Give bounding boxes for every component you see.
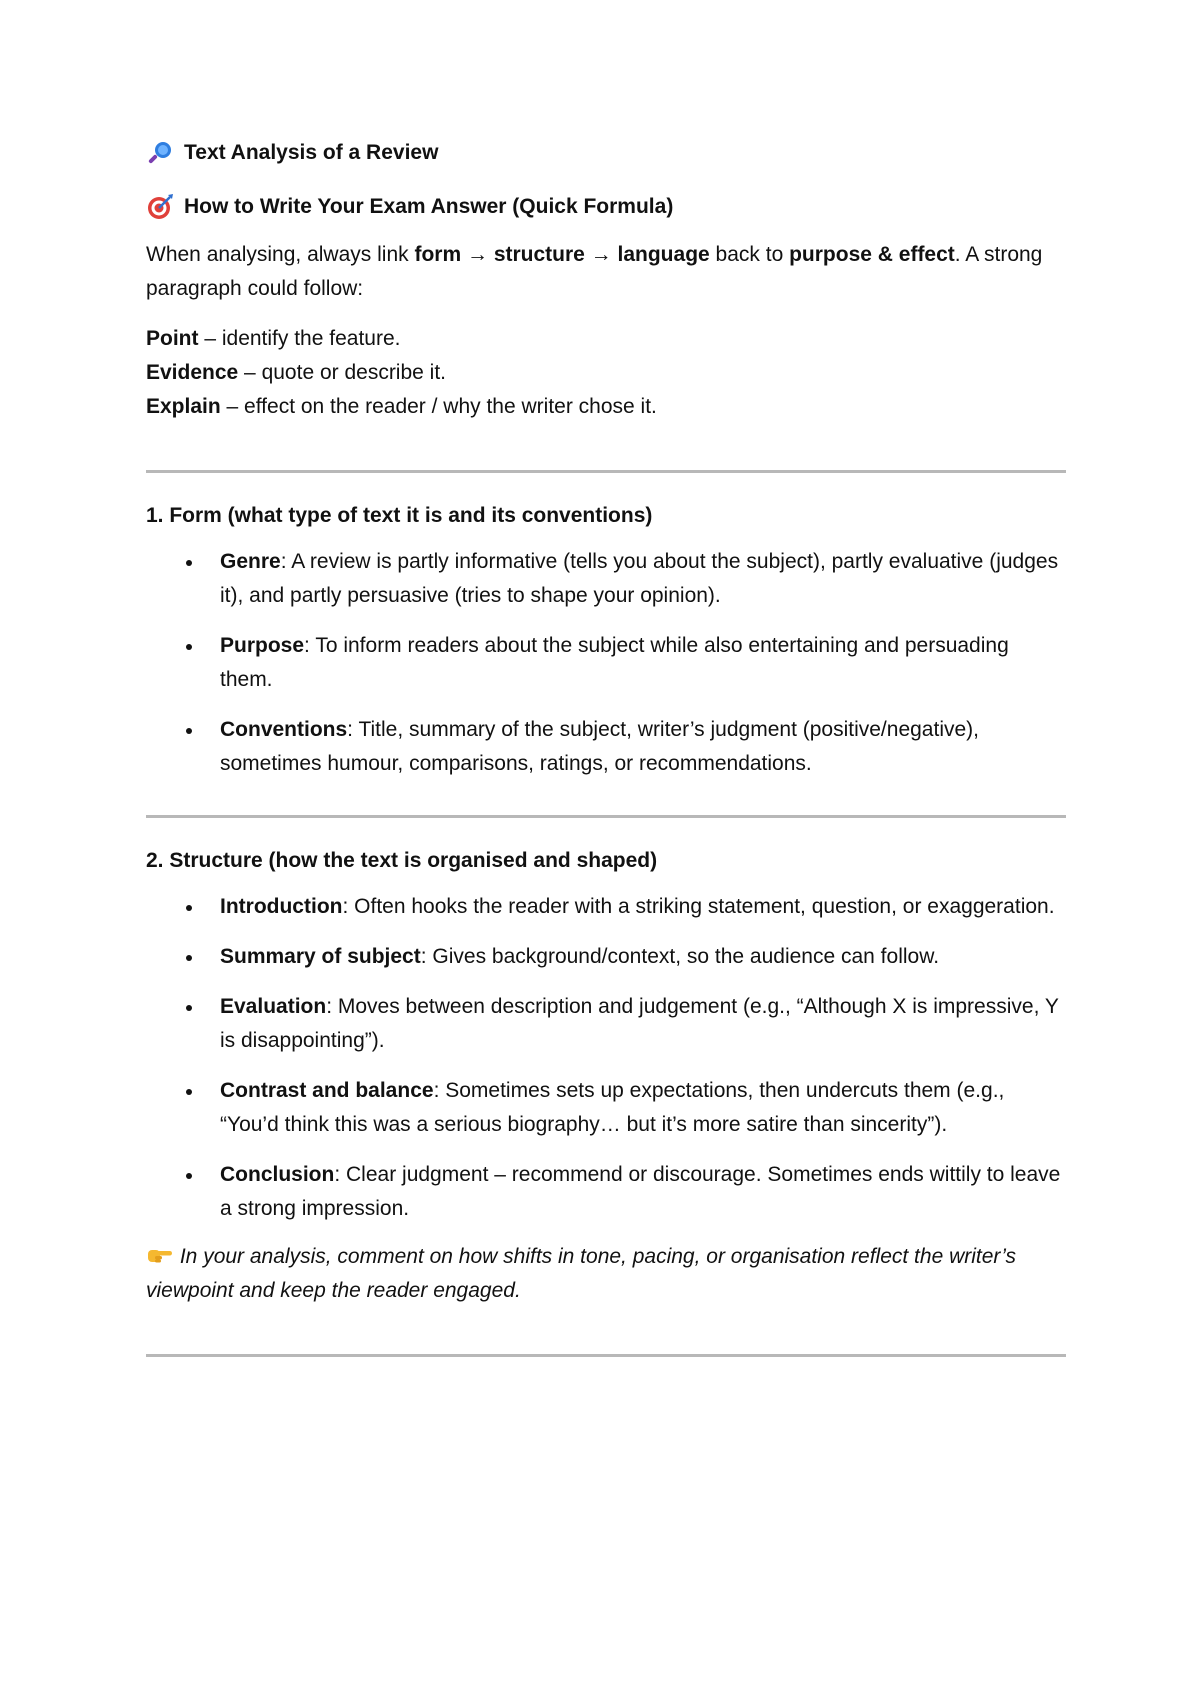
document-page (146, 138, 1066, 1357)
document-title: Text Analysis of a Review (146, 138, 1066, 168)
bullet (186, 728, 192, 734)
pee-evidence: Evidence – quote or describe it. (146, 361, 447, 384)
bullet (186, 1089, 192, 1095)
section-heading-structure: 2. Structure (how the text is organised and shaped) (146, 849, 658, 872)
bullet (186, 560, 192, 566)
form-list (146, 545, 1066, 781)
target-icon (146, 193, 174, 221)
pee-explain: Explain – effect on the reader / why the writer chose it. (146, 395, 657, 418)
magnifying-glass-icon (146, 139, 174, 167)
section-heading-form: 1. Form (what type of text it is and its conventions) (146, 504, 653, 527)
intro-paragraph: When analysing, always link form → structure → language back to purpose & effect. A strong paragraph could follow: (146, 243, 1043, 300)
bullet (186, 1173, 192, 1179)
analysis-tip: In your analysis, comment on how shifts in tone, pacing, or organisation reflect the writer’s viewpoint and keep the reader engaged. (146, 1245, 1016, 1302)
list-item: Conclusion: Clear judgment – recommend or discourage. Sometimes ends wittily to leave a strong impression. (146, 1158, 1066, 1226)
structure-list (146, 890, 1066, 1226)
list-item: Purpose: To inform readers about the subject while also entertaining and persuading them. (146, 629, 1066, 697)
pointing-hand-icon (146, 1244, 174, 1266)
bullet (186, 955, 192, 961)
list-item: Genre: A review is partly informative (tells you about the subject), partly evaluative (judges it), and partly persuasive (tries to shape your opinion). (146, 545, 1066, 613)
list-item: Contrast and balance: Sometimes sets up expectations, then undercuts them (e.g., “You’d think this was a serious biography… but it’s more satire than sincerity”). (146, 1074, 1066, 1142)
pee-formula (146, 322, 1066, 424)
divider (146, 815, 1066, 818)
list-item: Summary of subject: Gives background/context, so the audience can follow. (146, 940, 1066, 974)
list-item: Introduction: Often hooks the reader with a striking statement, question, or exaggeration. (146, 890, 1066, 924)
list-item: Conventions: Title, summary of the subject, writer’s judgment (positive/negative), sometimes humour, comparisons, ratings, or recommendations. (146, 713, 1066, 781)
divider (146, 1354, 1066, 1357)
bullet (186, 905, 192, 911)
pee-point: Point – identify the feature. (146, 327, 401, 350)
bullet (186, 1005, 192, 1011)
document-subtitle: How to Write Your Exam Answer (Quick Formula) (146, 192, 1066, 222)
bullet (186, 644, 192, 650)
list-item: Evaluation: Moves between description and judgement (e.g., “Although X is impressive, Y is disappointing”). (146, 990, 1066, 1058)
divider (146, 470, 1066, 473)
